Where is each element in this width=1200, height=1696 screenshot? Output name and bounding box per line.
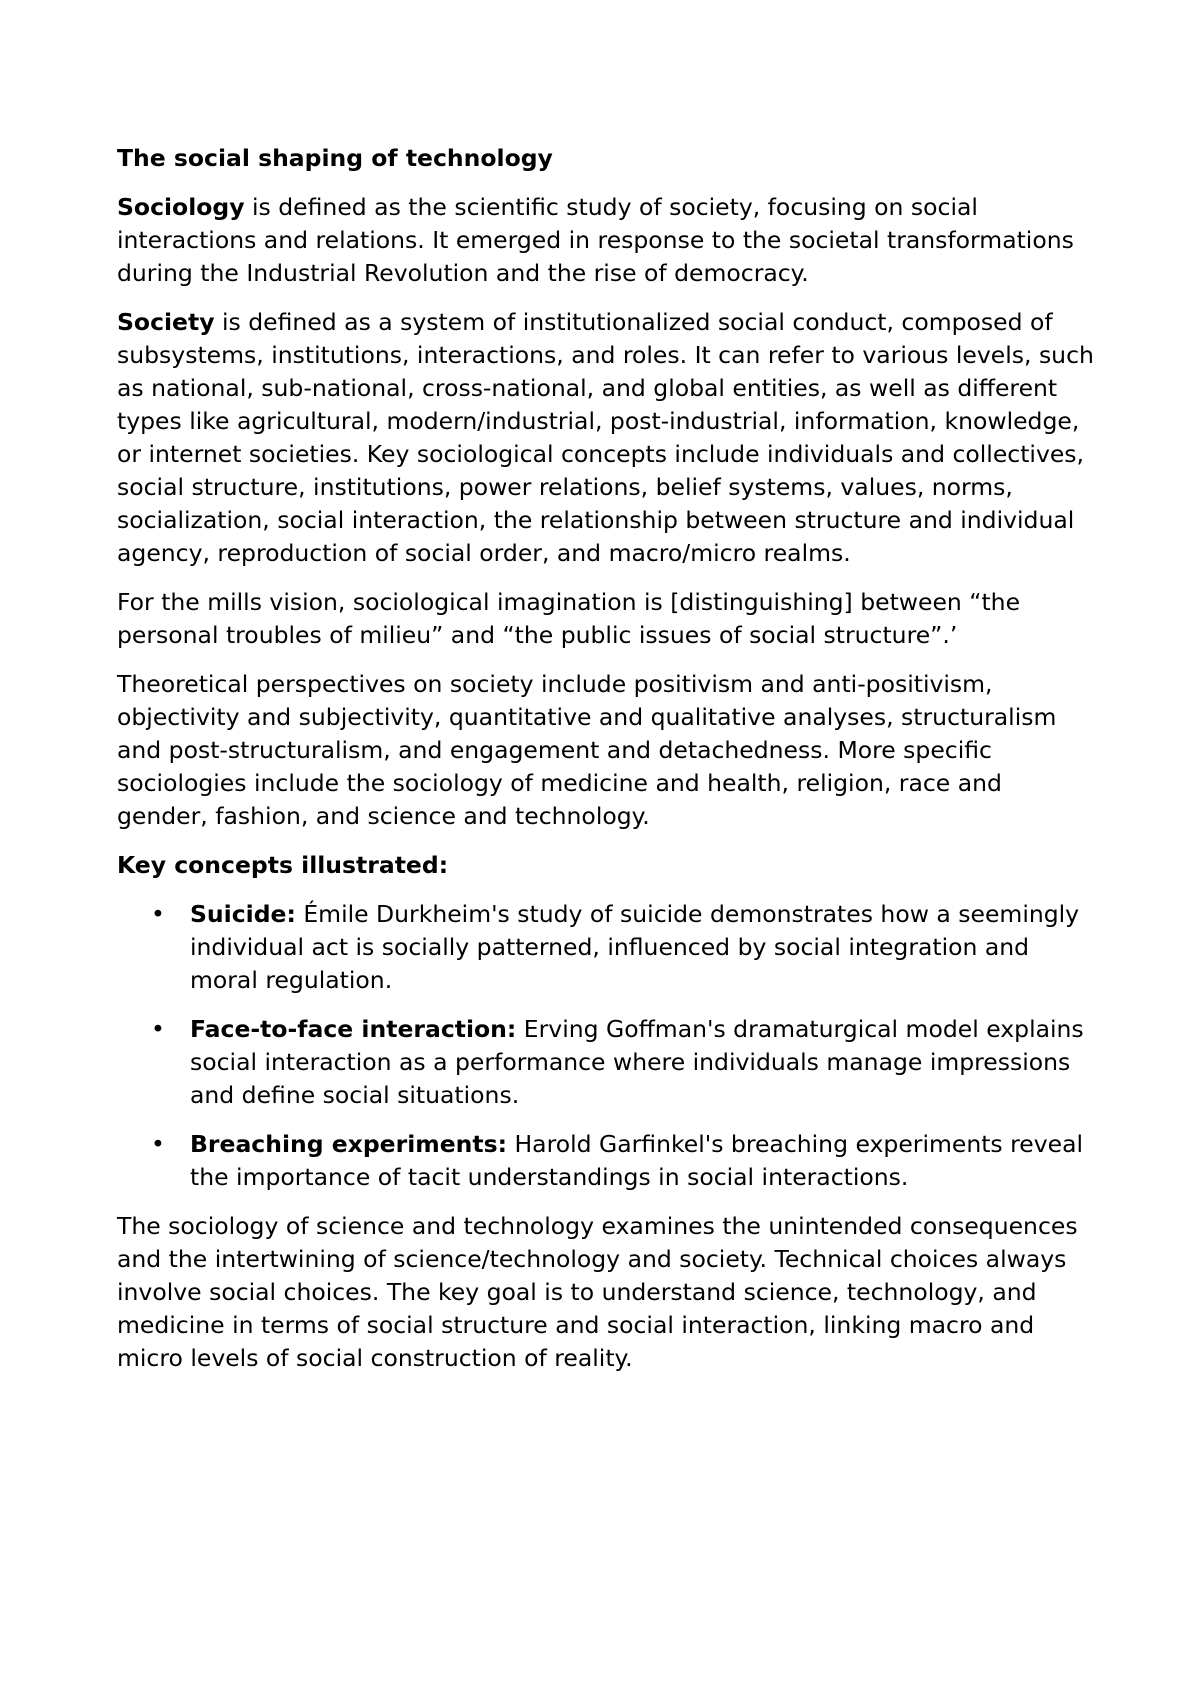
list-item	[117, 898, 1097, 997]
society-definition: is defined as a system of institutionalized social conduct, composed of subsystems, institutions, interactions, and roles. It can refer to various levels, such as national, sub-national, cross-national, and global entities, as well as different types like agricultural, modern/industrial, post-industrial, information, knowledge, or internet societies. Key sociological concepts include individuals and collectives, social structure, institutions, power relations, belief systems, values, norms, socialization, social interaction, the relationship between structure and individual agency, reproduction of social order, and macro/micro realms.	[117, 308, 1094, 567]
bullet-icon: •	[151, 900, 165, 928]
term-society: Society	[117, 308, 215, 336]
key-concepts-heading: Key concepts illustrated:	[117, 851, 449, 879]
concept-text: Émile Durkheim's study of suicide demonstrates how a seemingly individual act is socially patterned, influenced by social integration and moral regulation.	[190, 900, 1080, 994]
term-sociology: Sociology	[117, 193, 245, 221]
paragraph-sociology	[117, 191, 1097, 290]
concept-term: Suicide:	[190, 900, 296, 928]
concept-text: Erving Goffman's dramaturgical model explains social interaction as a performance where individuals manage impressions and define social situations.	[190, 1015, 1084, 1109]
paragraph-mills: For the mills vision, sociological imagination is [distinguishing] between “the personal troubles of milieu” and “the public issues of social structure”.’	[117, 588, 1021, 649]
list-item	[117, 1128, 1097, 1194]
concept-term: Face-to-face interaction:	[190, 1015, 517, 1043]
concept-text: Harold Garfinkel's breaching experiments reveal the importance of tacit understandings in social interactions.	[190, 1130, 1084, 1191]
list-item	[117, 1013, 1097, 1112]
concepts-list	[117, 898, 1097, 1194]
document-page	[117, 142, 1097, 1391]
sociology-definition: is defined as the scientific study of society, focusing on social interactions and relations. It emerged in response to the societal transformations during the Industrial Revolution and the rise of democracy.	[117, 193, 1074, 287]
bullet-icon: •	[151, 1015, 165, 1043]
paragraph-society	[117, 306, 1097, 570]
bullet-icon: •	[151, 1130, 165, 1158]
document-title: The social shaping of technology	[117, 144, 553, 172]
concept-term: Breaching experiments:	[190, 1130, 508, 1158]
paragraph-closing: The sociology of science and technology examines the unintended consequences and the intertwining of science/technology and society. Technical choices always involve social choices. The key goal is to understand science, technology, and medicine in terms of social structure and social interaction, linking macro and micro levels of social construction of reality.	[117, 1212, 1078, 1372]
paragraph-theoretical: Theoretical perspectives on society include positivism and anti-positivism, objectivity and subjectivity, quantitative and qualitative analyses, structuralism and post-structuralism, and engagement and detachedness. More specific sociologies include the sociology of medicine and health, religion, race and gender, fashion, and science and technology.	[117, 670, 1057, 830]
